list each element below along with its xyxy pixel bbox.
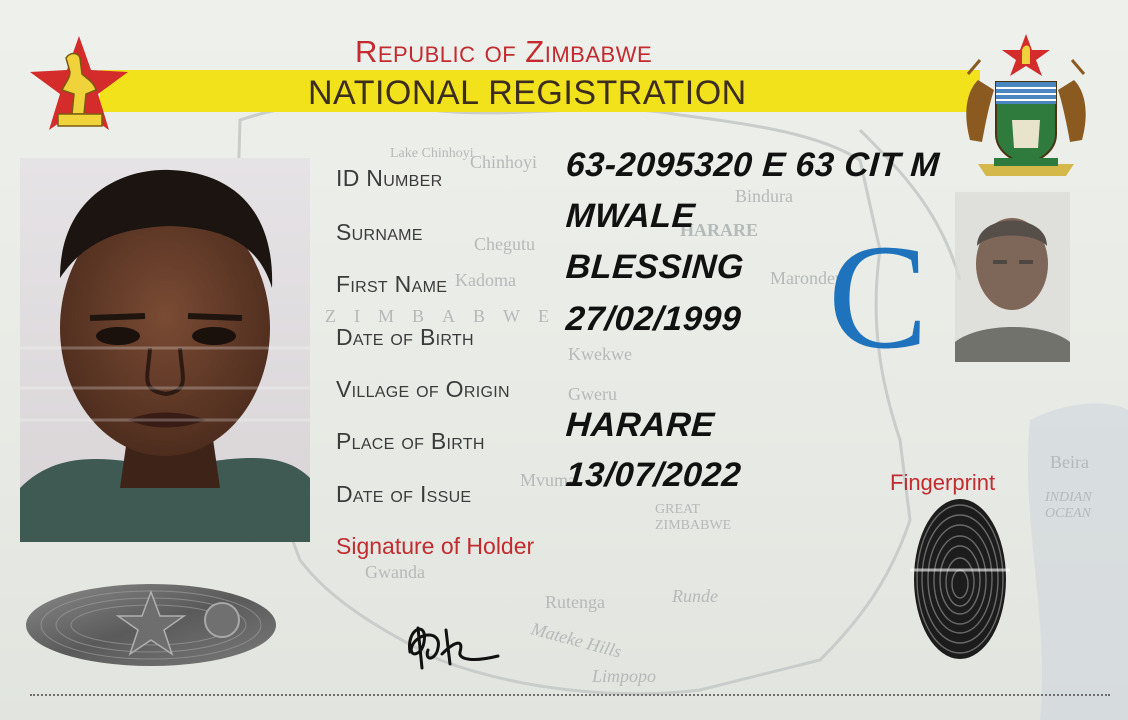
map-label: GREAT ZIMBABWE: [655, 502, 732, 533]
map-label: INDIAN OCEAN: [1045, 490, 1092, 521]
coat-of-arms-icon: [938, 30, 1114, 178]
country-title: Republic of Zimbabwe: [355, 34, 653, 69]
surname-label: Surname: [336, 219, 423, 245]
village-of-origin-label: Village of Origin: [336, 376, 510, 402]
map-label: Chegutu: [474, 234, 535, 254]
fingerprint-icon: [910, 494, 1010, 664]
document-title: NATIONAL REGISTRATION: [308, 74, 747, 112]
map-label: Gwanda: [365, 562, 425, 582]
date-of-issue-value: 13/07/2022: [564, 456, 743, 494]
date-of-issue-label: Date of Issue: [336, 481, 472, 507]
first-name-label: First Name: [336, 271, 448, 297]
surname-value: MWALE: [564, 197, 697, 235]
map-label: Bindura: [735, 186, 793, 206]
map-label: HARARE: [680, 220, 759, 240]
id-number-label: ID Number: [336, 165, 443, 191]
map-label: Gweru: [568, 384, 617, 404]
class-letter: C: [828, 214, 929, 380]
zimbabwe-bird-star-icon: [26, 34, 132, 134]
holder-signature: [398, 608, 508, 674]
map-label: Mateke Hills: [529, 618, 624, 662]
map-label: ZIMBABWE: [325, 306, 567, 326]
place-of-birth-label: Place of Birth: [336, 428, 485, 454]
date-of-birth-value: 27/02/1999: [564, 300, 743, 338]
map-label: Lake Chinhoyi: [390, 146, 474, 161]
id-number-value: 63-2095320 E 63 CIT M: [564, 146, 941, 184]
ghost-photo: [955, 192, 1070, 362]
map-label: Beira: [1050, 452, 1089, 472]
hologram-seal-icon: [24, 582, 278, 668]
map-label: Chinhoyi: [470, 152, 538, 172]
map-label: Mvuma: [520, 470, 576, 490]
ocean-shape: [1028, 403, 1128, 720]
holder-photo: [20, 158, 310, 542]
map-label: Kwekwe: [568, 344, 632, 364]
place-of-birth-value: HARARE: [564, 406, 716, 444]
first-name-value: BLESSING: [564, 248, 746, 286]
map-label: Marondera: [770, 268, 849, 288]
map-label: Rutenga: [545, 592, 605, 612]
fingerprint-label: Fingerprint: [890, 470, 996, 495]
map-label: Kadoma: [455, 270, 516, 290]
map-label: Runde: [672, 586, 718, 606]
map-label: Limpopo: [592, 666, 657, 686]
date-of-birth-label: Date of Birth: [336, 324, 474, 350]
signature-label: Signature of Holder: [336, 533, 535, 559]
bottom-dotted-line: [30, 694, 1110, 696]
